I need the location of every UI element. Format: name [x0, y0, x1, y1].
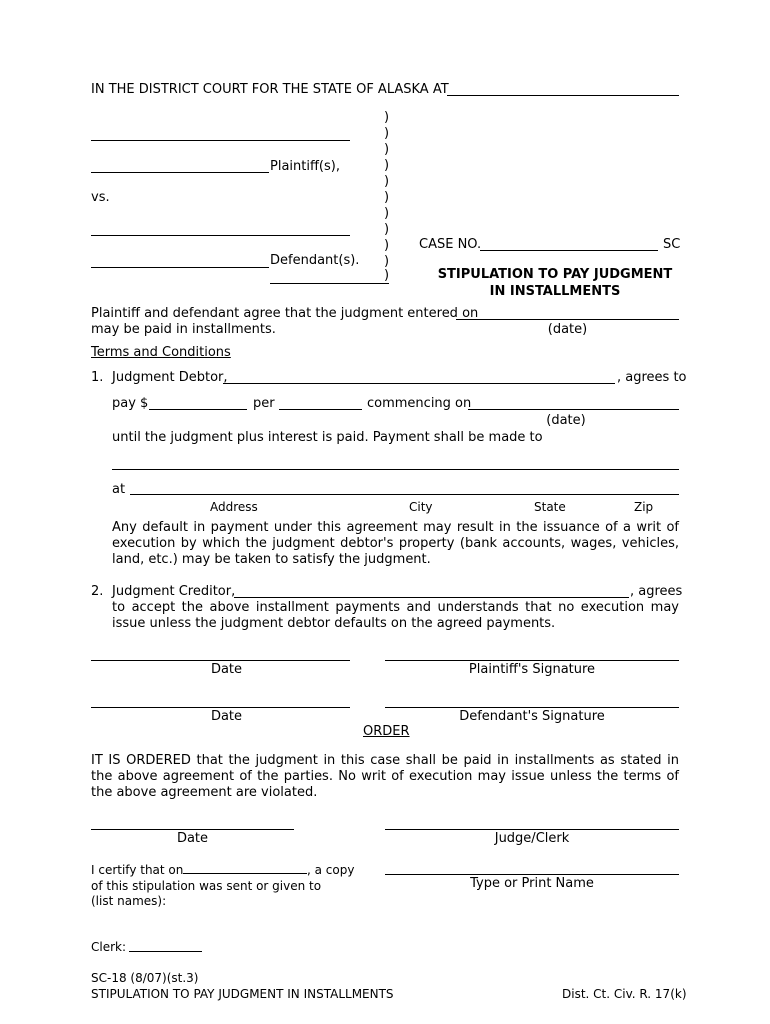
city-caption: City: [409, 500, 433, 514]
defendant-signature-label: Defendant's Signature: [459, 709, 605, 724]
creditor-paragraph: to accept the above installment payments and understands that no execution may issue unless the judgment debtor defaults on the agreed payments.: [112, 600, 679, 631]
plaintiff-signature-label: Plaintiff's Signature: [468, 662, 596, 677]
judge-signature-line[interactable]: [385, 829, 679, 830]
commencing-date-field[interactable]: [468, 409, 679, 410]
paren: ): [384, 238, 390, 253]
clerk-label: Clerk:: [91, 940, 127, 954]
address-caption: Address: [210, 500, 258, 514]
commencing-label: commencing on: [367, 396, 472, 411]
defendant-signature-line[interactable]: [385, 707, 679, 708]
pay-label: pay $: [112, 396, 149, 411]
type-print-name-label: Type or Print Name: [470, 876, 594, 891]
judgment-debtor-label: Judgment Debtor,: [112, 370, 228, 385]
paren: ): [384, 142, 390, 157]
paren: ): [384, 110, 390, 125]
judgment-creditor-label: Judgment Creditor,: [112, 584, 236, 599]
paren: ): [384, 222, 390, 237]
plaintiff-name-line-2[interactable]: [91, 172, 269, 173]
case-no-label: CASE NO.: [419, 237, 482, 252]
commencing-date-caption: (date): [546, 413, 586, 428]
print-name-line[interactable]: [385, 874, 679, 875]
order-date-line[interactable]: [91, 829, 294, 830]
court-rule: Dist. Ct. Civ. R. 17(k): [562, 987, 687, 1001]
form-title-footer: STIPULATION TO PAY JUDGMENT IN INSTALLMENTS: [91, 987, 394, 1001]
defendant-label: Defendant(s).: [270, 253, 360, 268]
plaintiff-signature-line[interactable]: [385, 660, 679, 661]
agrees-to-label: , agrees to: [617, 370, 687, 385]
court-location-field[interactable]: [447, 95, 679, 96]
title-line-2: IN INSTALLMENTS: [489, 284, 621, 299]
until-text: until the judgment plus interest is paid. Payment shall be made to: [112, 430, 543, 445]
judgment-date-field[interactable]: [456, 319, 679, 320]
certify-date-field[interactable]: [183, 873, 307, 874]
judgment-debtor-field[interactable]: [223, 383, 615, 384]
caption-bottom-line: [270, 283, 389, 284]
intro-text-1: Plaintiff and defendant agree that the judgment entered on: [91, 306, 479, 321]
judge-clerk-label: Judge/Clerk: [494, 831, 570, 846]
terms-heading: Terms and Conditions: [91, 345, 231, 360]
zip-caption: Zip: [634, 500, 654, 514]
judgment-creditor-field[interactable]: [234, 597, 629, 598]
plaintiff-name-line-1[interactable]: [91, 140, 350, 141]
paren: ): [384, 206, 390, 221]
certify-prefix: I certify that on: [91, 863, 184, 877]
agrees-suffix: , agrees: [630, 584, 683, 599]
paren: ): [384, 190, 390, 205]
court-header: IN THE DISTRICT COURT FOR THE STATE OF ALASKA AT: [91, 82, 449, 97]
clerk-field[interactable]: [129, 951, 202, 952]
defendant-name-line-1[interactable]: [91, 235, 350, 236]
plaintiff-date-label: Date: [210, 662, 243, 677]
paren: ): [384, 254, 390, 269]
paren: ): [384, 126, 390, 141]
form-id: SC-18 (8/07)(st.3): [91, 971, 199, 985]
judgment-date-caption: (date): [547, 322, 588, 337]
payee-name-field[interactable]: [112, 469, 679, 470]
intro-text-2: may be paid in installments.: [91, 322, 276, 337]
state-caption: State: [534, 500, 566, 514]
default-paragraph: Any default in payment under this agreement may result in the issuance of a writ of execution by which the judgment debtor's property (bank accounts, wages, vehicles, land, etc.) may be taken to satisfy the judgment.: [112, 520, 679, 567]
payment-period-field[interactable]: [279, 409, 362, 410]
case-suffix: SC: [663, 237, 681, 252]
plaintiff-label: Plaintiff(s),: [270, 159, 340, 174]
item1-number: 1.: [91, 370, 104, 385]
order-heading: ORDER: [363, 724, 410, 739]
order-paragraph: IT IS ORDERED that the judgment in this case shall be paid in installments as stated in the above agreement of the parties. No writ of execution may issue unless the terms of the above agreement are violated.: [91, 753, 679, 800]
copy-suffix: , a copy: [307, 863, 355, 877]
payment-amount-field[interactable]: [149, 409, 247, 410]
paren: ): [384, 174, 390, 189]
item2-number: 2.: [91, 584, 104, 599]
vs-label: vs.: [91, 190, 110, 205]
order-date-label: Date: [176, 831, 209, 846]
payee-address-field[interactable]: [130, 494, 679, 495]
defendant-name-line-2[interactable]: [91, 267, 269, 268]
certify-line-3: (list names):: [91, 894, 167, 908]
plaintiff-date-line[interactable]: [91, 660, 350, 661]
defendant-date-line[interactable]: [91, 707, 350, 708]
per-label: per: [253, 396, 275, 411]
defendant-date-label: Date: [210, 709, 243, 724]
at-label: at: [112, 482, 126, 497]
certify-line-2: of this stipulation was sent or given to: [91, 879, 322, 893]
paren: ): [384, 268, 390, 283]
title-line-1: STIPULATION TO PAY JUDGMENT: [437, 267, 673, 282]
paren: ): [384, 158, 390, 173]
case-number-field[interactable]: [480, 250, 658, 251]
